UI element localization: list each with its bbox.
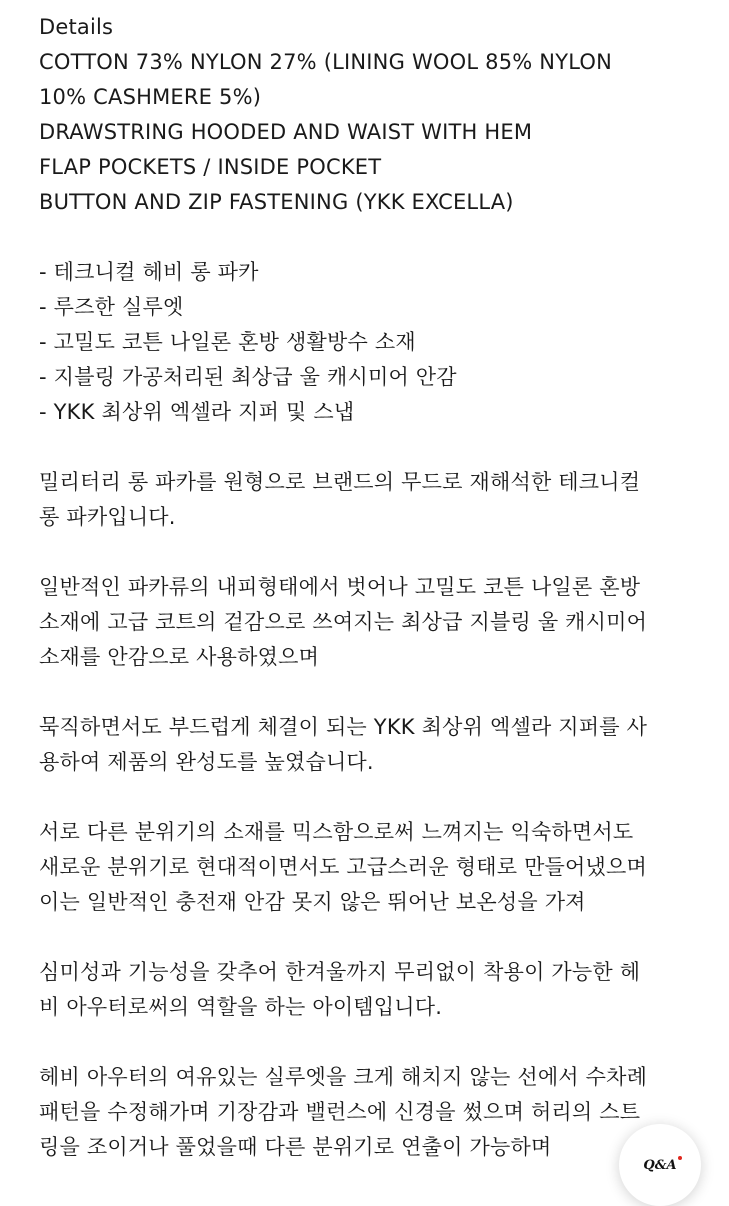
description-paragraph: [39, 465, 699, 535]
paragraph-line: 서로 다른 분위기의 소재를 믹스함으로써 느껴지는 익숙하면서도: [39, 820, 634, 844]
feature-item: - 루즈한 실루엣: [39, 295, 184, 319]
qa-label: [643, 1158, 676, 1173]
qa-label-text: Q&A: [643, 1157, 677, 1173]
description-paragraph: [39, 955, 699, 1025]
qa-button[interactable]: [619, 1124, 701, 1206]
spacer: [39, 780, 699, 815]
paragraph-line: 일반적인 파카류의 내피형태에서 벗어나 고밀도 코튼 나일론 혼방: [39, 575, 641, 599]
feature-item: - 지블링 가공처리된 최상급 울 캐시미어 안감: [39, 365, 457, 389]
description-paragraph: [39, 570, 699, 675]
paragraph-line: 묵직하면서도 부드럽게 체결이 되는 YKK 최상위 엑셀라 지퍼를 사: [39, 715, 648, 739]
spacer: [39, 430, 699, 465]
spec-line: BUTTON AND ZIP FASTENING (YKK EXCELLA): [39, 190, 514, 214]
paragraph-line: 소재를 안감으로 사용하였으며: [39, 645, 320, 669]
spec-line: 10% CASHMERE 5%): [39, 85, 262, 109]
description-paragraph: [39, 710, 699, 780]
paragraph-line: 롱 파카입니다.: [39, 505, 176, 529]
spacer: [39, 675, 699, 710]
paragraph-line: 패턴을 수정해가며 기장감과 밸런스에 신경을 썼으며 허리의 스트: [39, 1100, 641, 1124]
feature-item: - 테크니컬 헤비 롱 파카: [39, 260, 259, 284]
spacer: [39, 920, 699, 955]
paragraph-line: 링을 조이거나 풀었을때 다른 분위기로 연출이 가능하며: [39, 1135, 552, 1159]
spec-line: COTTON 73% NYLON 27% (LINING WOOL 85% NYLON: [39, 50, 613, 74]
paragraph-line: 헤비 아우터의 여유있는 실루엣을 크게 해치지 않는 선에서 수차례: [39, 1065, 648, 1089]
paragraph-line: 용하여 제품의 완성도를 높였습니다.: [39, 750, 374, 774]
paragraph-line: 새로운 분위기로 현대적이면서도 고급스러운 형태로 만들어냈으며: [39, 855, 647, 879]
spacer: [39, 1025, 699, 1060]
paragraph-line: 이는 일반적인 충전재 안감 못지 않은 뛰어난 보온성을 가져: [39, 890, 586, 914]
description-paragraph: [39, 1060, 699, 1165]
feature-item: - YKK 최상위 엑셀라 지퍼 및 스냅: [39, 400, 355, 424]
feature-item: - 고밀도 코튼 나일론 혼방 생활방수 소재: [39, 330, 416, 354]
details-heading: Details: [39, 15, 114, 39]
paragraph-line: 비 아우터로써의 역할을 하는 아이템입니다.: [39, 995, 443, 1019]
paragraph-line: 심미성과 기능성을 갖추어 한겨울까지 무리없이 착용이 가능한 헤: [39, 960, 641, 984]
description-paragraph: [39, 815, 699, 920]
spec-line: DRAWSTRING HOODED AND WAIST WITH HEM: [39, 120, 533, 144]
spacer: [39, 535, 699, 570]
spec-line: FLAP POCKETS / INSIDE POCKET: [39, 155, 382, 179]
paragraph-line: 소재에 고급 코트의 겉감으로 쓰여지는 최상급 지블링 울 캐시미어: [39, 610, 648, 634]
qa-dot-icon: [678, 1156, 682, 1160]
spacer: [39, 220, 699, 255]
paragraph-line: 밀리터리 롱 파카를 원형으로 브랜드의 무드로 재해석한 테크니컬: [39, 470, 641, 494]
product-details: [39, 10, 699, 1165]
